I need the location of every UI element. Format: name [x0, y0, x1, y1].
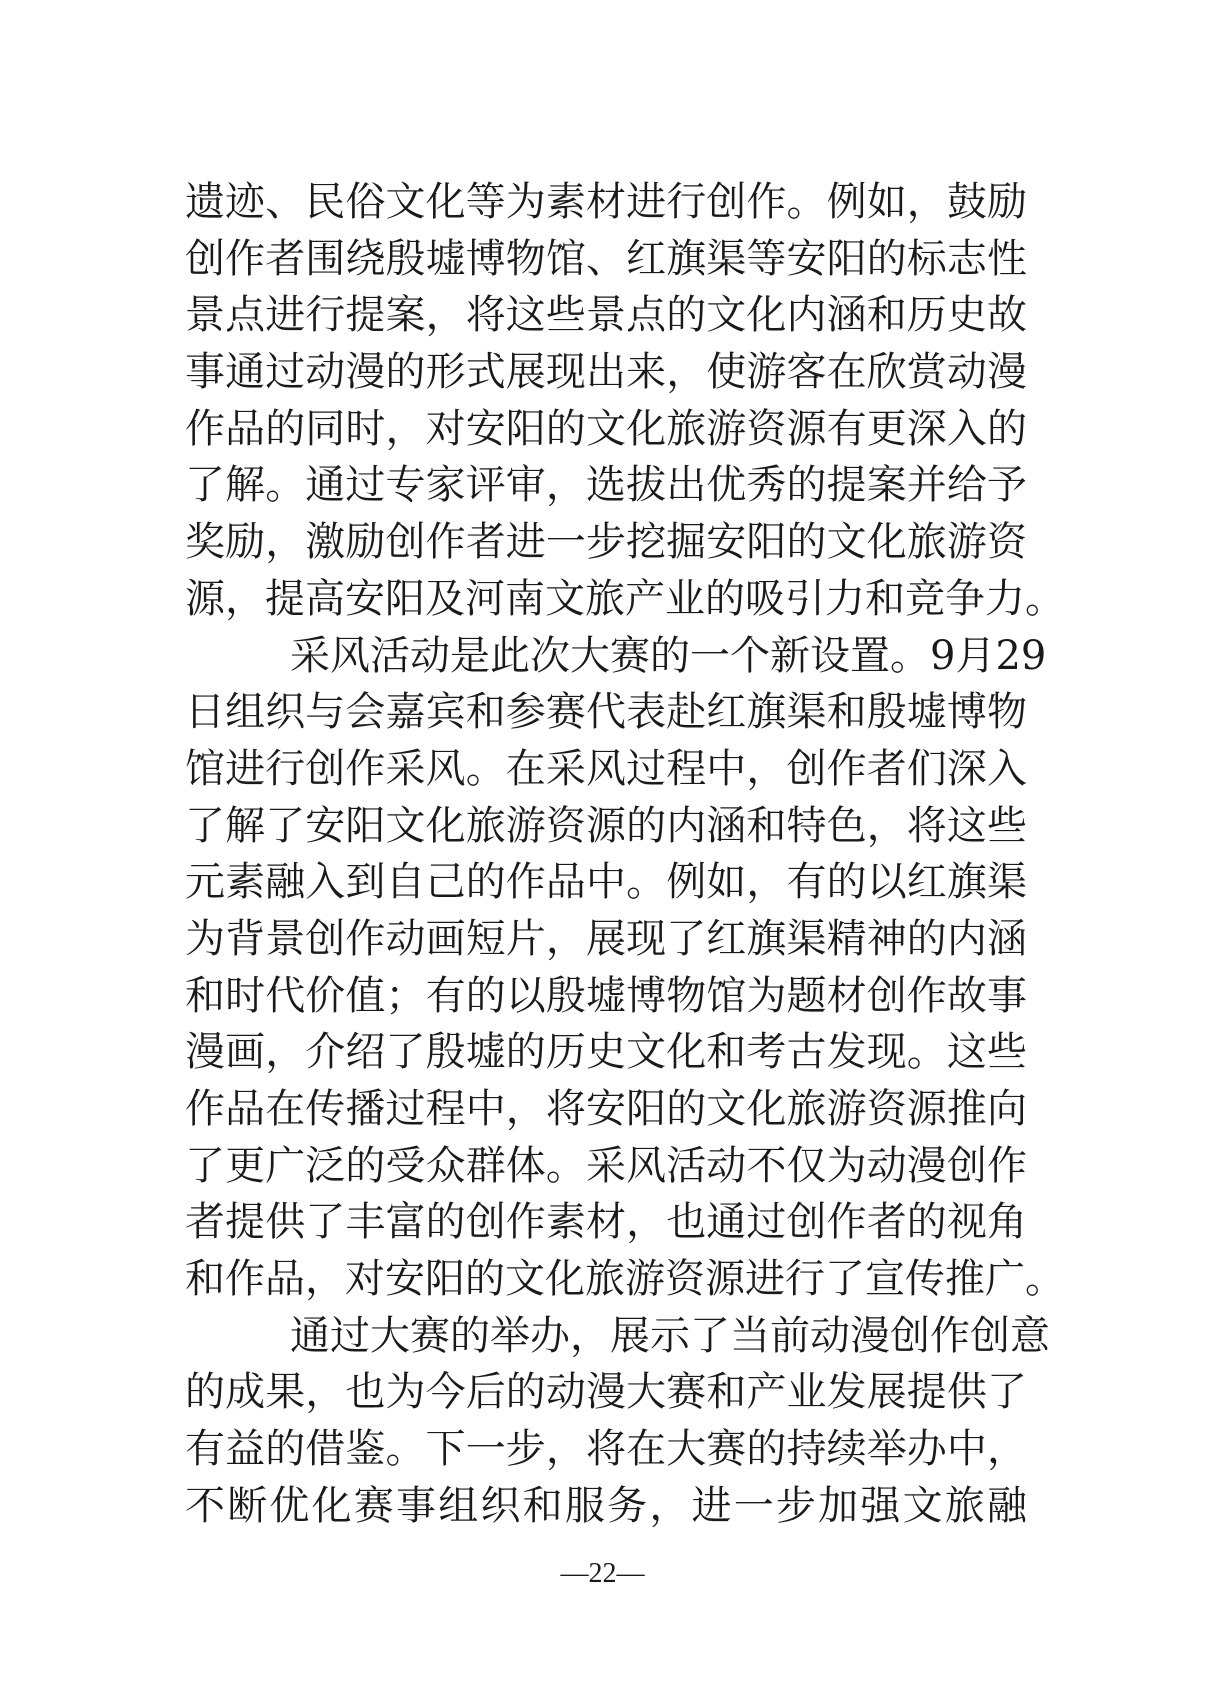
text-line: 事通过动漫的形式展现出来，使游客在欣赏动漫 [185, 349, 1027, 396]
paragraph-first-line: 通过大赛的举办，展示了当前动漫创作创意 [290, 1312, 1050, 1359]
text-line: 和作品，对安阳的文化旅游资源进行了宣传推广。 [185, 1256, 1065, 1303]
text-line: 奖励，激励创作者进一步挖掘安阳的文化旅游资 [185, 519, 1027, 566]
text-line: 有益的借鉴。下一步，将在大赛的持续举办中， [185, 1426, 1027, 1473]
text-line: 不断优化赛事组织和服务，进一步加强文旅融 [185, 1482, 1027, 1529]
text-line: 源，提高安阳及河南文旅产业的吸引力和竞争力。 [185, 575, 1065, 622]
text-line: 馆进行创作采风。在采风过程中，创作者们深入 [185, 745, 1027, 792]
text-line: 作品的同时，对安阳的文化旅游资源有更深入的 [185, 405, 1027, 452]
paragraph-first-line: 采风活动是此次大赛的一个新设置。9月29 [290, 632, 1047, 679]
text-line: 漫画，介绍了殷墟的历史文化和考古发现。这些 [185, 1029, 1027, 1076]
text-line: 了解。通过专家评审，选拔出优秀的提案并给予 [185, 462, 1027, 509]
text-line: 了更广泛的受众群体。采风活动不仅为动漫创作 [185, 1142, 1027, 1189]
document-body [185, 174, 1065, 1535]
text-line: 的成果，也为今后的动漫大赛和产业发展提供了 [185, 1369, 1027, 1416]
text-line: 者提供了丰富的创作素材，也通过创作者的视角 [185, 1199, 1027, 1246]
text-line: 和时代价值；有的以殷墟博物馆为题材创作故事 [185, 972, 1027, 1019]
page-number: —22— [560, 1558, 645, 1589]
text-line: 遗迹、民俗文化等为素材进行创作。例如，鼓励 [185, 179, 1027, 225]
text-line: 日组织与会嘉宾和参赛代表赴红旗渠和殷墟博物 [185, 689, 1027, 736]
text-line: 元素融入到自己的作品中。例如，有的以红旗渠 [185, 859, 1027, 906]
text-line: 了解了安阳文化旅游资源的内涵和特色，将这些 [185, 802, 1027, 849]
text-line: 为背景创作动画短片，展现了红旗渠精神的内涵 [185, 915, 1027, 962]
text-line: 作品在传播过程中，将安阳的文化旅游资源推向 [185, 1086, 1027, 1132]
text-line: 创作者围绕殷墟博物馆、红旗渠等安阳的标志性 [185, 235, 1027, 282]
text-line: 景点进行提案，将这些景点的文化内涵和历史故 [185, 292, 1027, 339]
